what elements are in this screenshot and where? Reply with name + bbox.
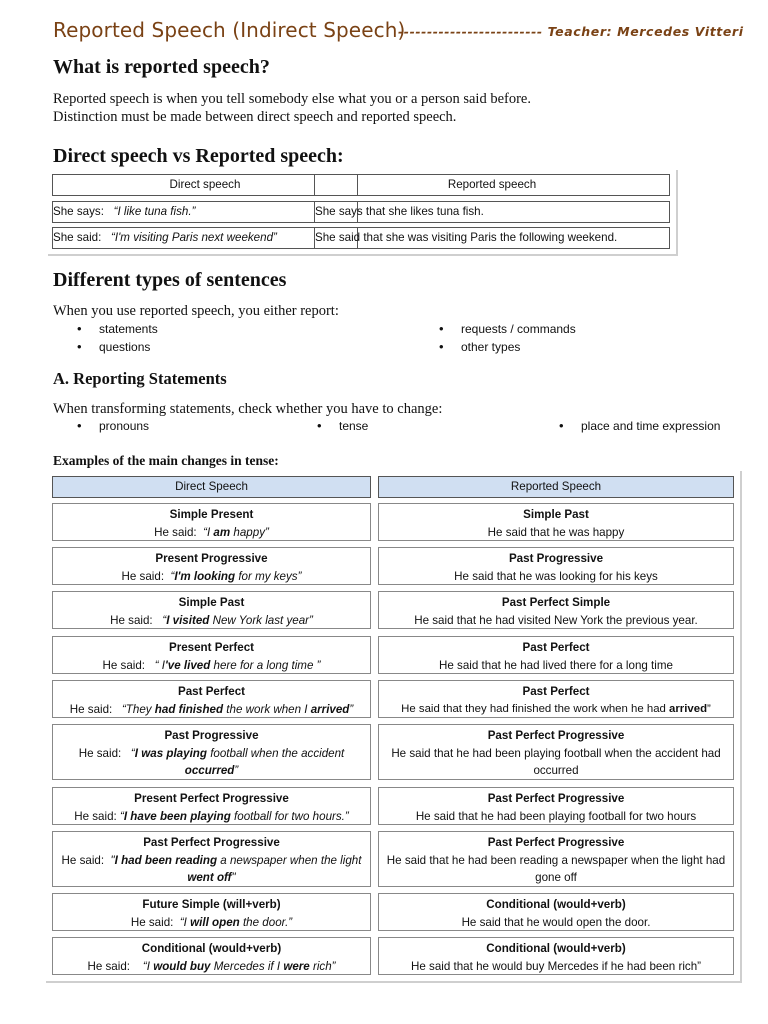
table-row: Past Perfect Simple He said that he had visited New York the previous year.: [378, 591, 734, 629]
bullet-item: • pronouns: [99, 419, 149, 433]
table-row: Past Progressive He said: “I was playing football when the accident occurred”: [52, 724, 371, 780]
heading-what-is-reported-speech: What is reported speech?: [53, 56, 270, 78]
table-row: Past Progressive He said that he was looking for his keys: [378, 547, 734, 585]
document-title: Reported Speech (Indirect Speech): [53, 18, 406, 42]
table-row: Past Perfect He said: “They had finished the work when I arrived”: [52, 680, 371, 718]
table-row: Simple Past He said: “I visited New York last year”: [52, 591, 371, 629]
heading-tense-examples: Examples of the main changes in tense:: [53, 453, 279, 468]
table-row: Conditional (would+verb) He said that he would buy Mercedes if he had been rich”: [378, 937, 734, 975]
table-header-reported: Reported speech: [314, 174, 670, 196]
bullet-item: • tense: [339, 419, 368, 433]
heading-types-of-sentences: Different types of sentences: [53, 269, 287, 291]
table-row: Past Perfect Progressive He said that he had been playing football for two hours: [378, 787, 734, 825]
bullet-item: • statements: [99, 322, 158, 336]
heading-reporting-statements: A. Reporting Statements: [53, 369, 227, 388]
bullet-item: • other types: [461, 340, 520, 354]
table-row: Past Perfect Progressive He said that he had been reading a newspaper when the light had gone off: [378, 831, 734, 887]
table-row-reported: She says that she likes tuna fish.: [314, 201, 670, 223]
table-row: Past Perfect Progressive He said: "I had been reading a newspaper when the light went off": [52, 831, 371, 887]
table-row: Past Perfect Progressive He said that he had been playing football when the accident had occurred: [378, 724, 734, 780]
table-row: Conditional (would+verb) He said: “I would buy Mercedes if I were rich”: [52, 937, 371, 975]
table-row-reported: She said that she was visiting Paris the following weekend.: [314, 227, 670, 249]
bullet-item: • requests / commands: [461, 322, 576, 336]
table-header-direct: Direct speech: [52, 174, 358, 196]
bullet-item: • place and time expression: [581, 419, 720, 433]
table-row: Simple Past He said that he was happy: [378, 503, 734, 541]
table-row-direct: She said: “I'm visiting Paris next weekend”: [52, 227, 358, 249]
tense-table-header-direct: Direct Speech: [52, 476, 371, 498]
bullet-item: • questions: [99, 340, 150, 354]
table-row: Past Perfect He said that he had lived there for a long time: [378, 636, 734, 674]
table-row: Present Perfect He said: “ I've lived here for a long time ”: [52, 636, 371, 674]
statements-intro: When transforming statements, check whether you have to change:: [53, 401, 443, 417]
types-intro: When you use reported speech, you either report:: [53, 303, 339, 319]
tense-table: [46, 471, 742, 983]
table-row-direct: She says: “I like tuna fish.”: [52, 201, 358, 223]
comparison-table: [48, 170, 678, 256]
table-row: Present Perfect Progressive He said: “I have been playing football for two hours.”: [52, 787, 371, 825]
teacher-credit: ------------------------- Teacher: Mercedes Vitteri: [398, 24, 744, 39]
tense-table-header-reported: Reported Speech: [378, 476, 734, 498]
table-row: Future Simple (will+verb) He said: “I will open the door.”: [52, 893, 371, 931]
paragraph-line-1: Reported speech is when you tell somebody else what you or a person said before.: [53, 91, 531, 107]
table-row: Conditional (would+verb) He said that he would open the door.: [378, 893, 734, 931]
table-row: Past Perfect He said that they had finished the work when he had arrived”: [378, 680, 734, 718]
table-row: Present Progressive He said: “I'm looking for my keys”: [52, 547, 371, 585]
heading-direct-vs-reported: Direct speech vs Reported speech:: [53, 145, 344, 167]
table-row: Simple Present He said: “I am happy”: [52, 503, 371, 541]
paragraph-line-2: Distinction must be made between direct speech and reported speech.: [53, 109, 457, 125]
